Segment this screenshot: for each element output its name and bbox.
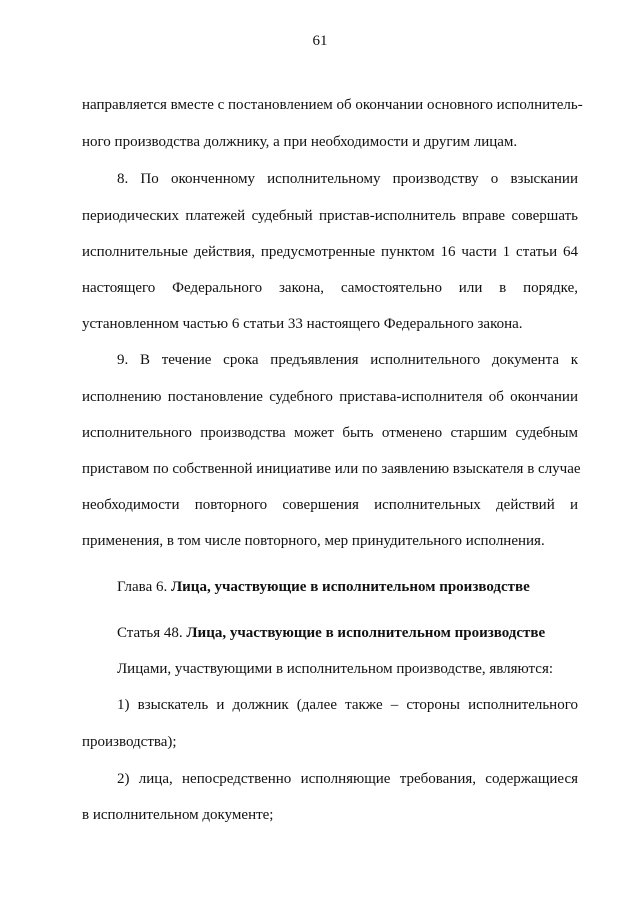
chapter-title: Лица, участвующие в исполнительном производстве (170, 579, 530, 595)
paragraph-line: исполнительного производства может быть отменено старшим судебным (82, 425, 578, 441)
paragraph-line: периодических платежей судебный пристав-исполнитель вправе совершать (82, 208, 578, 224)
paragraph-line: направляется вместе с постановлением об окончании основного исполнитель- (82, 97, 583, 113)
list-item-line: производства); (82, 734, 177, 750)
paragraph-line: приставом по собственной инициативе или по заявлению взыскателя в случае (82, 461, 581, 477)
chapter-heading (117, 576, 578, 598)
page-number: 61 (312, 33, 328, 49)
paragraph-line: ного производства должнику, а при необходимости и другим лицам. (82, 134, 518, 150)
paragraph-line: исполнительные действия, предусмотренные пунктом 16 части 1 статьи 64 (82, 244, 578, 260)
chapter-prefix: Глава 6. (117, 579, 171, 595)
paragraph-line: применения, в том числе повторного, мер принудительного исполнения. (82, 533, 545, 549)
article-prefix: Статья 48. (117, 625, 187, 641)
article-heading (117, 622, 578, 644)
paragraph-line: установленном частью 6 статьи 33 настоящего Федерального закона. (82, 316, 523, 332)
paragraph-line: 9. В течение срока предъявления исполнительного документа к (117, 352, 578, 368)
paragraph-line: 8. По оконченному исполнительному производству о взыскании (117, 171, 578, 187)
list-item-line: 2) лица, непосредственно исполняющие требования, содержащиеся (117, 771, 578, 787)
paragraph-line: исполнению постановление судебного пристава-исполнителя об окончании (82, 389, 578, 405)
list-item-line: в исполнительном документе; (82, 807, 274, 823)
article-intro: Лицами, участвующими в исполнительном производстве, являются: (117, 661, 554, 677)
paragraph-line: необходимости повторного совершения исполнительных действий и (82, 497, 578, 513)
paragraph-line: настоящего Федерального закона, самостоятельно или в порядке, (82, 280, 578, 296)
article-title: Лица, участвующие в исполнительном производстве (186, 625, 546, 641)
list-item-line: 1) взыскатель и должник (далее также – стороны исполнительного (117, 697, 578, 713)
